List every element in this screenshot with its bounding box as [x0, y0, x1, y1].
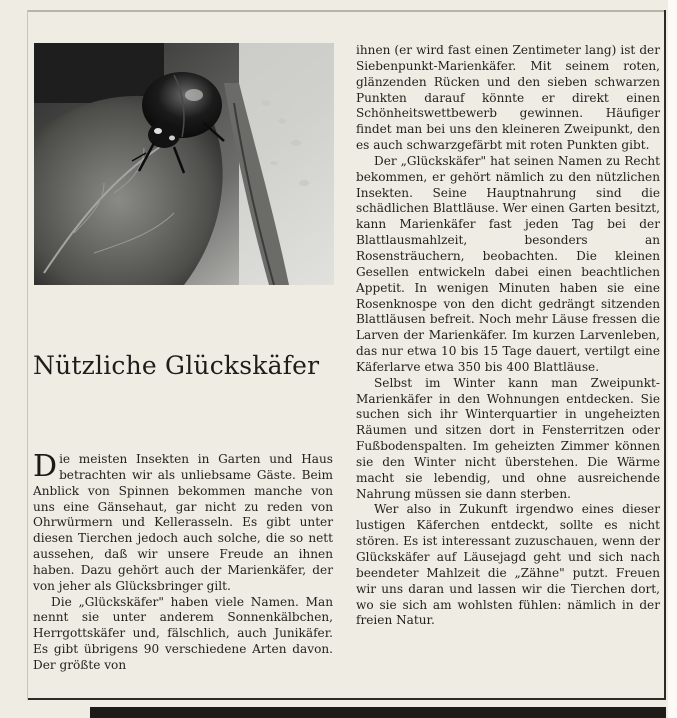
frame-left: [27, 10, 28, 700]
frame-right: [664, 10, 666, 700]
page-margin: [668, 0, 677, 718]
ladybird-illustration: [34, 43, 334, 285]
scan-edge-band: [90, 707, 666, 718]
left-column: [33, 449, 333, 674]
right-column: [356, 43, 660, 629]
paragraph: Wer also in Zukunft irgendwo eines dieser lustigen Käferchen entdeckt, sollte es nicht stören. Es ist interessant zuzuschauen, wenn der Glückskäfer auf Läusejagd geht und sich nach beendeter Mahlzeit die „Zähne" putzt. Freuen wir uns daran und lassen wir die Tierchen dort, wo sie sich am wohlsten fühlen: nämlich in der freien Natur.: [356, 502, 660, 628]
paragraph-text: ie meisten Insekten in Garten und Haus betrachten wir als unliebsame Gäste. Beim Anblick von Spinnen bekommen manche von uns eine Gänsehaut, gar nicht zu reden von Ohrwürmern und Kellerasseln. Es gibt unter diesen Tierchen jedoch auch solche, die so nett aussehen, daß wir unsere Freude an ihnen haben. Dazu gehört auch der Marienkäfer, der von jeher als Glücksbringer gilt.: [33, 452, 333, 593]
paragraph: Selbst im Winter kann man Zweipunkt-Marienkäfer in den Wohnungen entdecken. Sie suchen sich ihr Winterquartier in ungeheizten Räumen und sitzen dort in Fensterritzen oder Fußbodenspalten. Im geheizten Zimmer können sie den Winter nicht überstehen. Die Wärme macht sie lebendig, und ohne ausreichende Nahrung müssen sie dann sterben.: [356, 375, 660, 501]
paragraph: ihnen (er wird fast einen Zentimeter lang) ist der Siebenpunkt-Marienkäfer. Mit seinem roten, glänzenden Rücken und den sieben schwarzen Punkten darauf könnte er direkt einen Schönheitswettbewerb gewinnen. Häufiger findet man bei uns den kleineren Zweipunkt, den es auch schwarzgefärbt mit roten Punkten gibt.: [356, 43, 660, 153]
ladybird-photo: [34, 43, 334, 285]
frame-bottom: [28, 698, 666, 700]
article-title: Nützliche Glückskäfer: [33, 351, 320, 380]
paragraph: Die „Glückskäfer" haben viele Namen. Man nennt sie unter anderem Sonnenkälbchen, Herrgottskäfer und, fälschlich, auch Junikäfer. Es gibt übrigens 90 verschiedene Arten davon. Der größte von: [33, 594, 333, 672]
paragraph: [33, 449, 333, 595]
paragraph: Der „Glückskäfer" hat seinen Namen zu Recht bekommen, er gehört nämlich zu den nützlichen Insekten. Seine Hauptnahrung sind die schädlichen Blattläuse. Wer einen Garten besitzt, kann Marienkäfer fast jeden Tag bei der Blattlausmahlzeit, besonders an Rosensträuchern, beobachten. Die kleinen Gesellen entwickeln dabei einen beachtlichen Appetit. In wenigen Minuten haben sie eine Rosenknospe von den dicht gedrängt sitzenden Blattläusen befreit. Noch mehr Läuse fressen die Larven der Marienkäfer. Im kurzen Larvenleben, das nur etwa 10 bis 15 Tage dauert, vertilgt eine Käferlarve etwa 350 bis 400 Blattläuse.: [356, 153, 660, 374]
drop-cap: D: [33, 449, 58, 484]
frame-top: [28, 10, 664, 12]
